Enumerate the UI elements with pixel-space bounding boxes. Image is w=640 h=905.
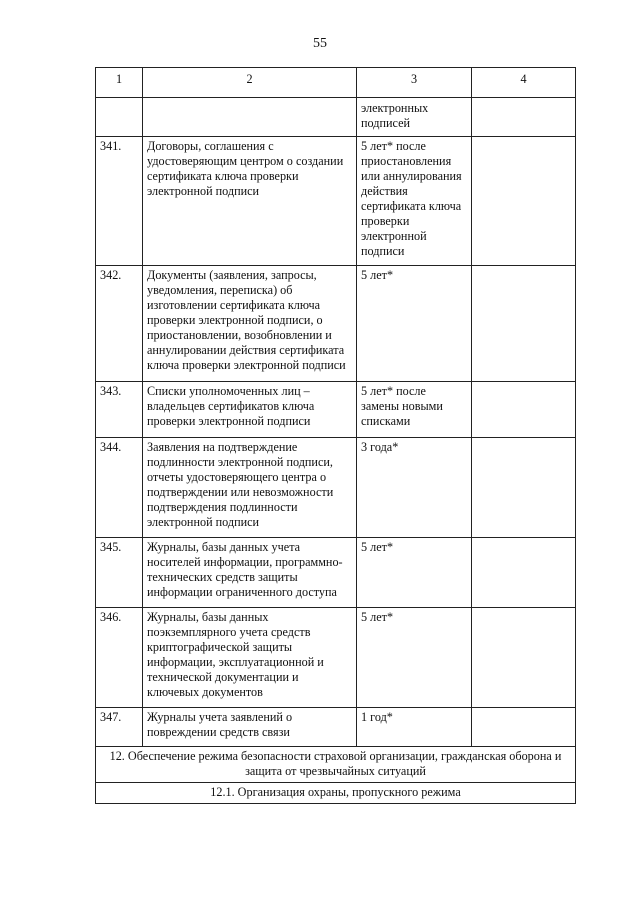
row-number: 341. xyxy=(96,137,143,266)
row-note xyxy=(472,137,576,266)
section-row xyxy=(96,747,576,783)
row-note xyxy=(472,708,576,747)
row-retention-term: 5 лет* xyxy=(357,538,472,608)
table-row xyxy=(96,538,576,608)
column-header: 4 xyxy=(472,68,576,98)
column-header: 2 xyxy=(143,68,357,98)
column-header: 1 xyxy=(96,68,143,98)
table-row xyxy=(96,608,576,708)
table-row xyxy=(96,266,576,382)
subsection-heading: 12.1. Организация охраны, пропускного режима xyxy=(96,783,576,804)
row-retention-term: 3 года* xyxy=(357,438,472,538)
section-row xyxy=(96,783,576,804)
page-number: 55 xyxy=(313,36,327,51)
row-description: Журналы, базы данных учета носителей информации, программно-технических средств защиты информации ограниченного доступа xyxy=(143,538,357,608)
table-row xyxy=(96,438,576,538)
column-header: 3 xyxy=(357,68,472,98)
row-number xyxy=(96,98,143,137)
row-number: 344. xyxy=(96,438,143,538)
row-number: 342. xyxy=(96,266,143,382)
row-description: Журналы, базы данных поэкземплярного учета средств криптографической защиты информации, эксплуатационной и технической документации и ключевых документов xyxy=(143,608,357,708)
row-retention-term: 5 лет* xyxy=(357,608,472,708)
row-retention-term: электронных подписей xyxy=(357,98,472,137)
row-note xyxy=(472,438,576,538)
table-row xyxy=(96,137,576,266)
row-retention-term: 5 лет* xyxy=(357,266,472,382)
row-description: Списки уполномоченных лиц – владельцев сертификатов ключа проверки электронной подписи xyxy=(143,382,357,438)
row-retention-term: 5 лет* после приостановления или аннулирования действия сертификата ключа проверки электронной подписи xyxy=(357,137,472,266)
header-row xyxy=(96,68,576,98)
row-description: Договоры, соглашения с удостоверяющим центром о создании сертификата ключа проверки электронной подписи xyxy=(143,137,357,266)
row-note xyxy=(472,98,576,137)
row-note xyxy=(472,608,576,708)
row-description: Заявления на подтверждение подлинности электронной подписи, отчеты удостоверяющего центра о подтверждении или невозможности подтверждения подлинности электронной подписи xyxy=(143,438,357,538)
row-description: Журналы учета заявлений о повреждении средств связи xyxy=(143,708,357,747)
table-row xyxy=(96,382,576,438)
row-note xyxy=(472,266,576,382)
row-retention-term: 1 год* xyxy=(357,708,472,747)
row-note xyxy=(472,382,576,438)
row-number: 346. xyxy=(96,608,143,708)
section-heading: 12. Обеспечение режима безопасности страховой организации, гражданская оборона и защита от чрезвычайных ситуаций xyxy=(96,747,576,783)
row-note xyxy=(472,538,576,608)
row-description xyxy=(143,98,357,137)
retention-table xyxy=(95,67,576,804)
row-number: 347. xyxy=(96,708,143,747)
table-row xyxy=(96,708,576,747)
table-row xyxy=(96,98,576,137)
row-number: 343. xyxy=(96,382,143,438)
row-number: 345. xyxy=(96,538,143,608)
row-retention-term: 5 лет* после замены новыми списками xyxy=(357,382,472,438)
row-description: Документы (заявления, запросы, уведомления, переписка) об изготовлении сертификата ключа проверки электронной подписи, о приостановлении, возобновлении и аннулировании действия сертификата ключа проверки электронной подписи xyxy=(143,266,357,382)
